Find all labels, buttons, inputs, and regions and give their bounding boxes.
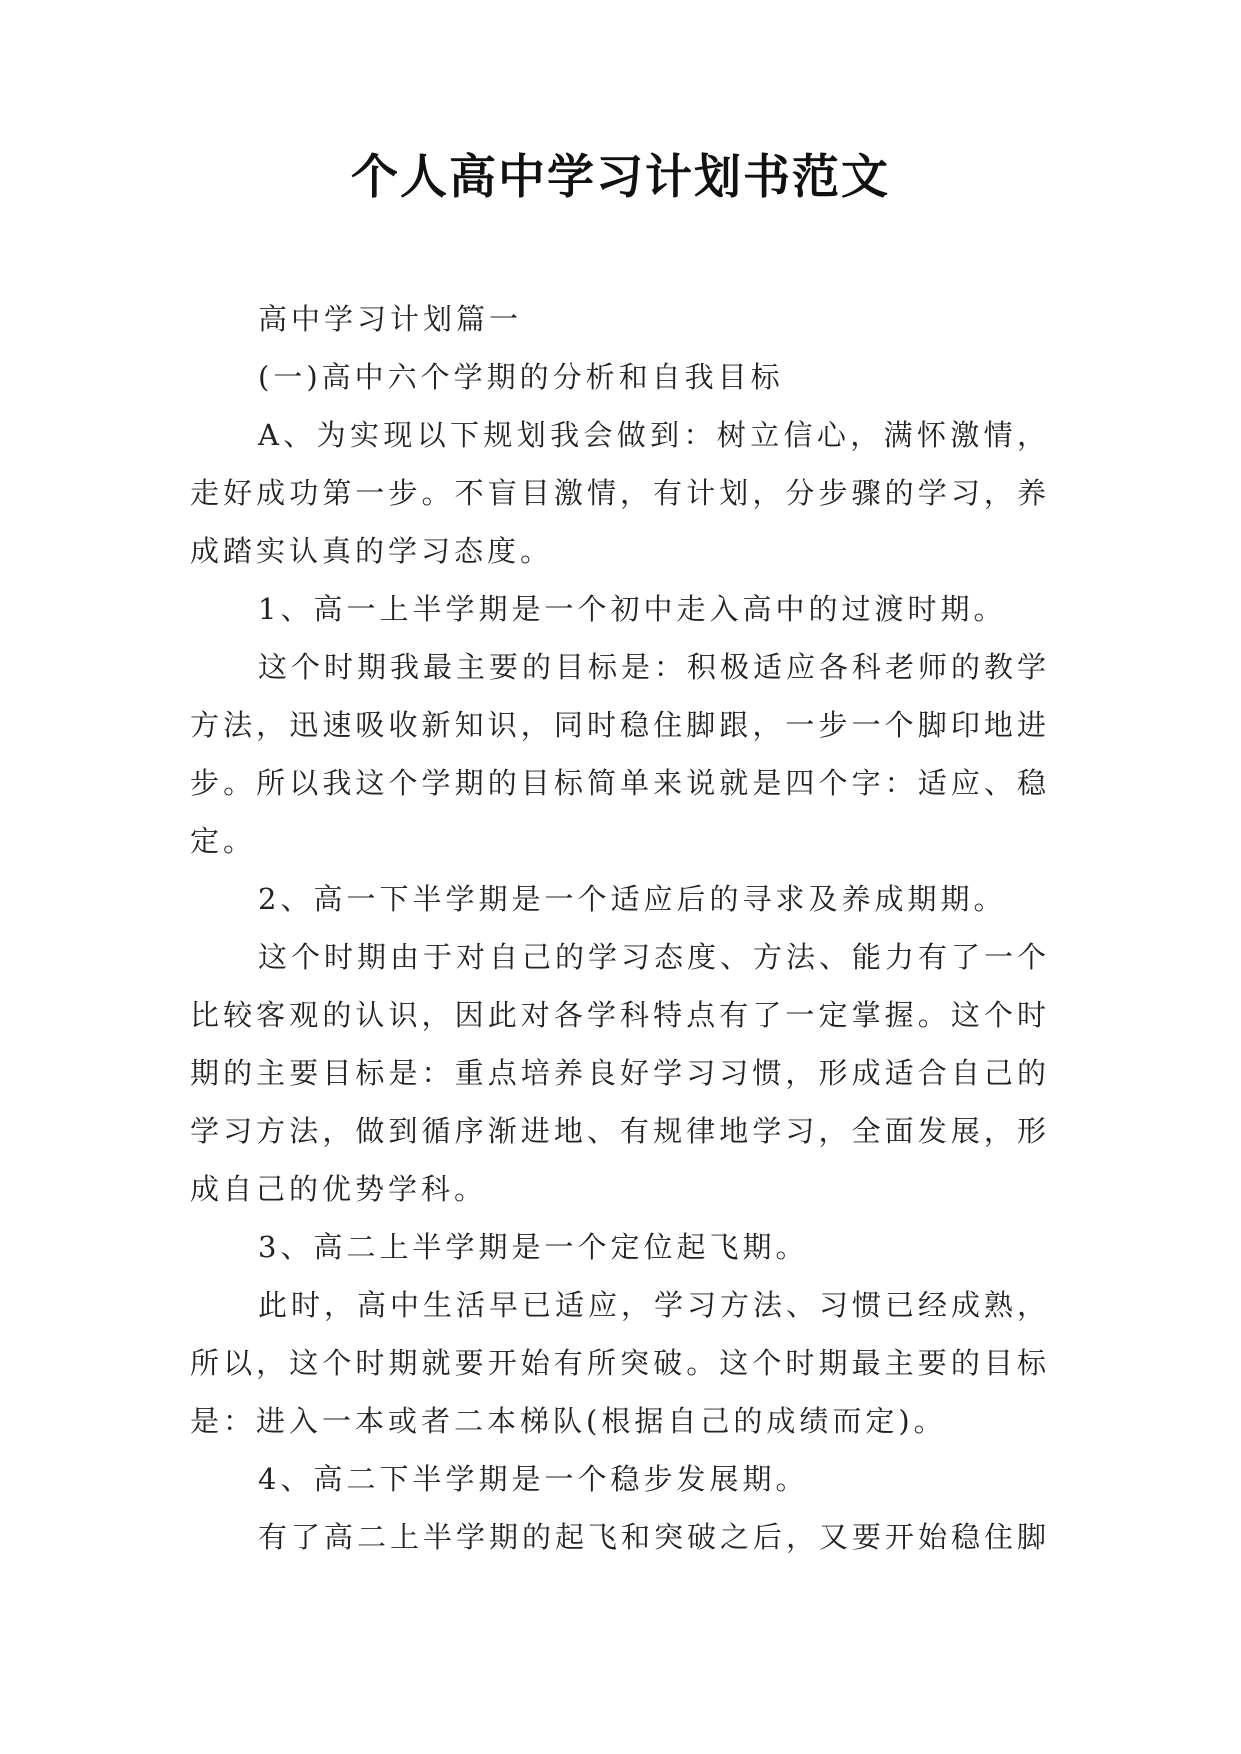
paragraph-item-2: 2、高一下半学期是一个适应后的寻求及养成期期。 (258, 882, 1007, 916)
paragraph-item-1-detail: 这个时期我最主要的目标是：积极适应各科老师的教学方法，迅速吸收新知识，同时稳住脚跟，一步一个脚印地进步。所以我这个学期的目标简单来说就是四个字：适应、稳定。 (190, 650, 1051, 858)
paragraph-item-3: 3、高二上半学期是一个定位起飞期。 (258, 1230, 809, 1264)
paragraph-item-4: 4、高二下半学期是一个稳步发展期。 (258, 1462, 809, 1496)
paragraph-item-2-detail: 这个时期由于对自己的学习态度、方法、能力有了一个比较客观的认识，因此对各学科特点有了一定掌握。这个时期的主要目标是：重点培养良好学习习惯，形成适合自己的学习方法，做到循序渐进地、有规律地学习，全面发展，形成自己的优势学科。 (190, 940, 1051, 1206)
subsection-heading: (一)高中六个学期的分析和自我目标 (258, 360, 784, 394)
document-body (190, 290, 1050, 1566)
document-title: 个人高中学习计划书范文 (351, 150, 890, 205)
paragraph-item-4-detail: 有了高二上半学期的起飞和突破之后，又要开始稳住脚 (258, 1520, 1051, 1554)
paragraph-item-1: 1、高一上半学期是一个初中走入高中的过渡时期。 (258, 592, 1007, 626)
section-heading: 高中学习计划篇一 (258, 302, 523, 336)
paragraph-item-3-detail: 此时，高中生活早已适应，学习方法、习惯已经成熟，所以，这个时期就要开始有所突破。这个时期最主要的目标是：进入一本或者二本梯队(根据自己的成绩而定)。 (190, 1288, 1051, 1438)
paragraph-a: A、为实现以下规划我会做到：树立信心，满怀激情，走好成功第一步。不盲目激情，有计划，分步骤的学习，养成踏实认真的学习态度。 (190, 418, 1050, 568)
